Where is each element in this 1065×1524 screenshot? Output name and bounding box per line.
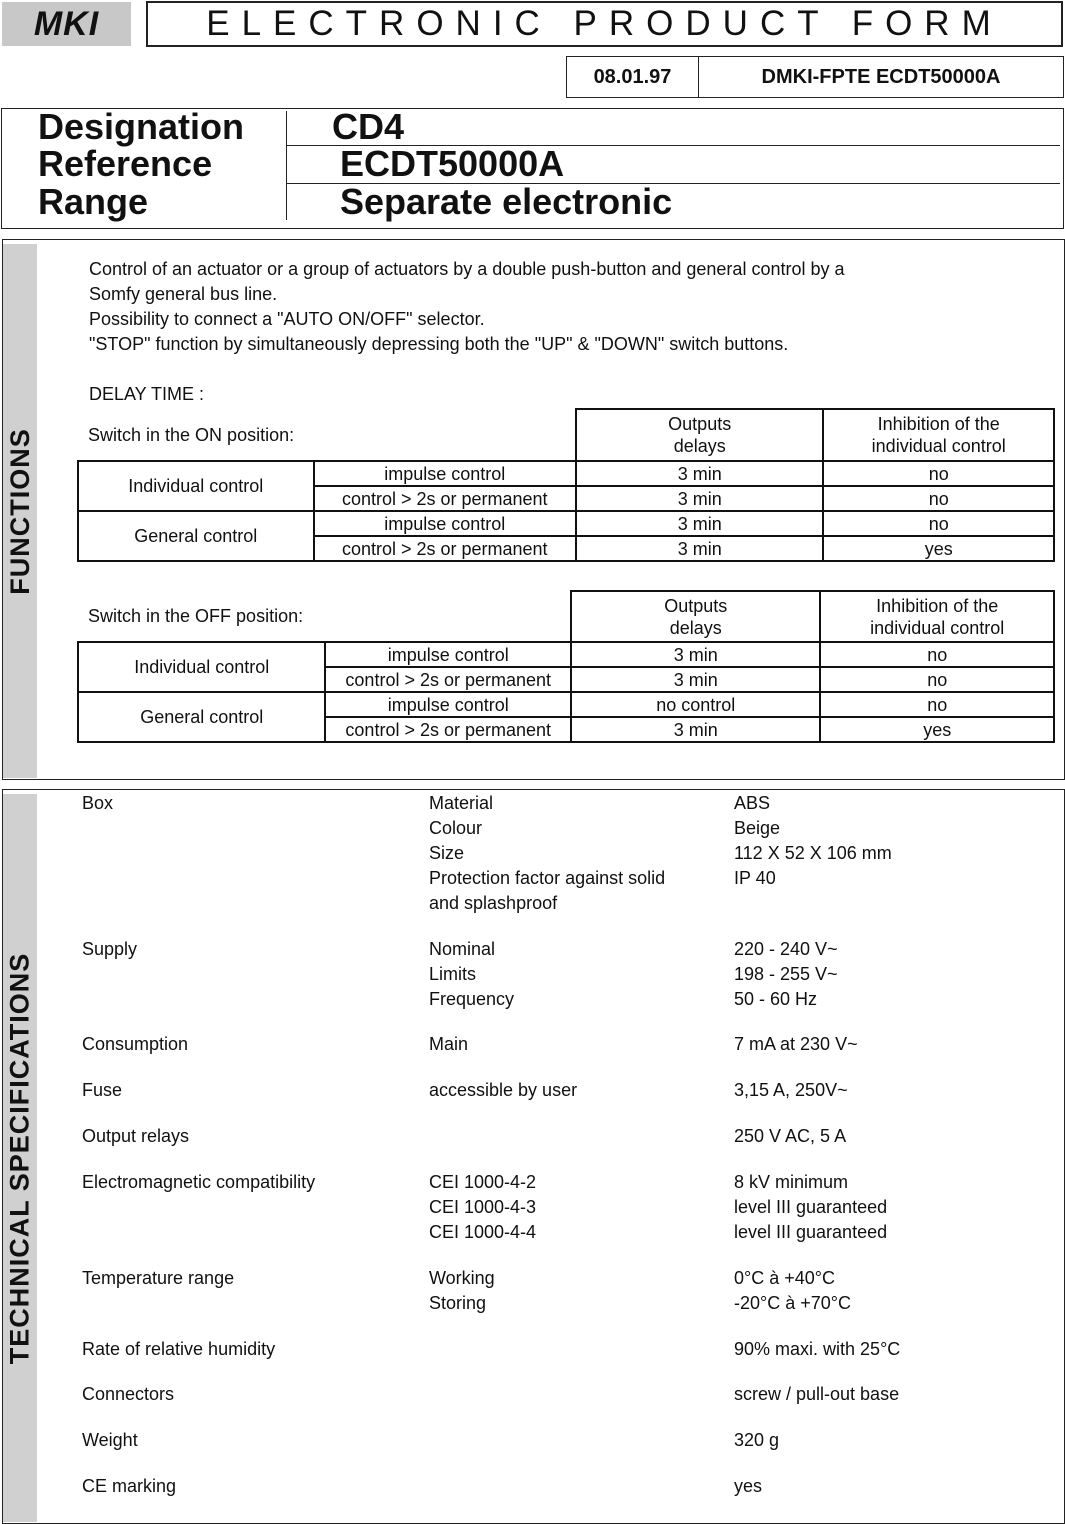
title-box: [146, 1, 1063, 47]
spec-value: level III guaranteed: [734, 1222, 888, 1242]
mode-cell: impulse control: [314, 461, 576, 486]
reference-box: [566, 56, 1064, 98]
header-line: Outputs: [664, 595, 728, 616]
spec-param: Size: [429, 843, 465, 863]
delay-cell: no control: [571, 692, 820, 717]
inhibition-cell: no: [820, 667, 1054, 692]
delay-cell: 3 min: [576, 461, 823, 486]
intro-line: Somfy general bus line.: [89, 284, 278, 304]
spec-param: CEI 1000-4-2: [429, 1172, 537, 1192]
header-line: Inhibition of the: [877, 414, 1000, 434]
group-name: Individual control: [78, 642, 325, 692]
off-table-caption: Switch in the OFF position:: [88, 606, 304, 626]
spec-param: Colour: [429, 818, 483, 838]
header-line: individual control: [870, 617, 1005, 638]
delay-cell: 3 min: [576, 536, 823, 561]
spec-values: [734, 1170, 887, 1245]
spec-value: -20°C à +70°C: [734, 1293, 851, 1313]
spec-label: Connectors: [82, 1384, 175, 1404]
spec-param: accessible by user: [429, 1080, 578, 1100]
delay-cell: 3 min: [571, 642, 820, 667]
spec-label: Fuse: [82, 1080, 123, 1100]
range-value: Separate electronic: [340, 181, 673, 222]
group-name: General control: [78, 692, 325, 742]
spec-values: [734, 1266, 851, 1316]
spec-param: Main: [429, 1034, 469, 1054]
inhibition-cell: no: [820, 642, 1054, 667]
header-line: Outputs: [668, 414, 732, 434]
reference-value: ECDT50000A: [340, 143, 565, 184]
mode-cell: impulse control: [325, 642, 571, 667]
spec-value: 250 V AC, 5 A: [734, 1126, 847, 1146]
spec-label: Output relays: [82, 1126, 190, 1146]
spec-value: 50 - 60 Hz: [734, 989, 818, 1009]
spec-param: Limits: [429, 964, 477, 984]
inhibition-cell: no: [823, 461, 1054, 486]
spec-value: yes: [734, 1476, 763, 1496]
spec-value: 220 - 240 V~: [734, 939, 838, 959]
spec-value: IP 40: [734, 868, 776, 888]
spec-param: Material: [429, 793, 494, 813]
header-line: delays: [673, 436, 726, 456]
header-line: individual control: [871, 436, 1006, 456]
form-date: 08.01.97: [567, 57, 699, 97]
header-line: delays: [669, 617, 722, 638]
spec-label: Weight: [82, 1430, 138, 1450]
intro-line: Control of an actuator or a group of actuators by a double push-button and general control by a: [89, 259, 845, 279]
specs-tab-label-wrap: [3, 794, 37, 1522]
inhibition-cell: yes: [820, 717, 1054, 742]
spec-param: Protection factor against solid: [429, 868, 666, 888]
functions-intro: [89, 257, 845, 407]
mode-cell: control > 2s or permanent: [314, 536, 576, 561]
header-line: Inhibition of the: [876, 595, 999, 616]
outputs-delays-header: [576, 409, 823, 461]
on-delay-table: [77, 408, 1055, 562]
spec-value: 320 g: [734, 1430, 780, 1450]
intro-line: "STOP" function by simultaneously depressing both the "UP" & "DOWN" switch buttons.: [89, 334, 789, 354]
mode-cell: control > 2s or permanent: [325, 667, 571, 692]
spec-value: 7 mA at 230 V~: [734, 1034, 858, 1054]
spec-params: [429, 1170, 536, 1245]
spec-label: Temperature range: [82, 1268, 235, 1288]
mode-cell: impulse control: [314, 511, 576, 536]
spec-values: [734, 937, 838, 1012]
functions-tab-label-wrap: [3, 244, 37, 778]
inhibition-cell: yes: [823, 536, 1054, 561]
spec-params: [429, 1266, 495, 1316]
spec-label: Electromagnetic compatibility: [82, 1172, 316, 1192]
spec-value: 90% maxi. with 25°C: [734, 1339, 901, 1359]
table-row: [78, 692, 1054, 717]
spec-params: [429, 937, 514, 1012]
reference-label: Reference: [38, 143, 213, 184]
inhibition-header: [823, 409, 1054, 461]
designation-divider: [286, 111, 287, 220]
spec-value: ABS: [734, 793, 771, 813]
group-name: General control: [78, 511, 314, 561]
spec-param: Frequency: [429, 989, 515, 1009]
intro-line: Possibility to connect a "AUTO ON/OFF" selector.: [89, 309, 485, 329]
logo: MKI: [33, 4, 100, 43]
spec-param: Working: [429, 1268, 495, 1288]
form-title: ELECTRONIC PRODUCT FORM: [206, 4, 1003, 43]
spec-param: and splashproof: [429, 893, 558, 913]
table-row: [78, 511, 1054, 536]
logo-box: [2, 2, 131, 46]
mode-cell: control > 2s or permanent: [314, 486, 576, 511]
mode-cell: impulse control: [325, 692, 571, 717]
designation-label: Designation: [38, 106, 245, 147]
spec-value: 0°C à +40°C: [734, 1268, 835, 1288]
inhibition-cell: no: [820, 692, 1054, 717]
spec-value: 198 - 255 V~: [734, 964, 838, 984]
delay-cell: 3 min: [576, 511, 823, 536]
range-label: Range: [38, 181, 149, 222]
functions-section-label: FUNCTIONS: [4, 427, 35, 595]
off-delay-table: [77, 590, 1055, 743]
spec-label: Box: [82, 793, 114, 813]
designation-value: CD4: [332, 106, 405, 147]
spec-label: Consumption: [82, 1034, 189, 1054]
spec-value: Beige: [734, 818, 781, 838]
document-code: DMKI-FPTE ECDT50000A: [761, 65, 1001, 88]
spec-param: Nominal: [429, 939, 496, 959]
table-row: [78, 642, 1054, 667]
spec-params: [429, 791, 665, 916]
inhibition-cell: no: [823, 486, 1054, 511]
inhibition-cell: no: [823, 511, 1054, 536]
spec-param: Storing: [429, 1293, 487, 1313]
specs-section-label: TECHNICAL SPECIFICATIONS: [4, 952, 35, 1364]
spec-label: CE marking: [82, 1476, 177, 1496]
inhibition-header: [820, 591, 1054, 642]
table-row: [78, 461, 1054, 486]
outputs-delays-header: [571, 591, 820, 642]
spec-value: 8 kV minimum: [734, 1172, 849, 1192]
spec-value: level III guaranteed: [734, 1197, 888, 1217]
spec-values: [734, 791, 892, 891]
spec-value: screw / pull-out base: [734, 1384, 900, 1404]
spec-label: Rate of relative humidity: [82, 1339, 276, 1359]
delay-cell: 3 min: [576, 486, 823, 511]
spec-param: CEI 1000-4-3: [429, 1197, 537, 1217]
spec-value: 112 X 52 X 106 mm: [734, 843, 892, 863]
group-name: Individual control: [78, 461, 314, 511]
on-table-caption: Switch in the ON position:: [88, 424, 295, 445]
spec-label: Supply: [82, 939, 138, 959]
delay-time-label: DELAY TIME :: [89, 384, 205, 404]
mode-cell: control > 2s or permanent: [325, 717, 571, 742]
spec-param: CEI 1000-4-4: [429, 1222, 537, 1242]
delay-cell: 3 min: [571, 717, 820, 742]
spec-value: 3,15 A, 250V~: [734, 1080, 848, 1100]
delay-cell: 3 min: [571, 667, 820, 692]
